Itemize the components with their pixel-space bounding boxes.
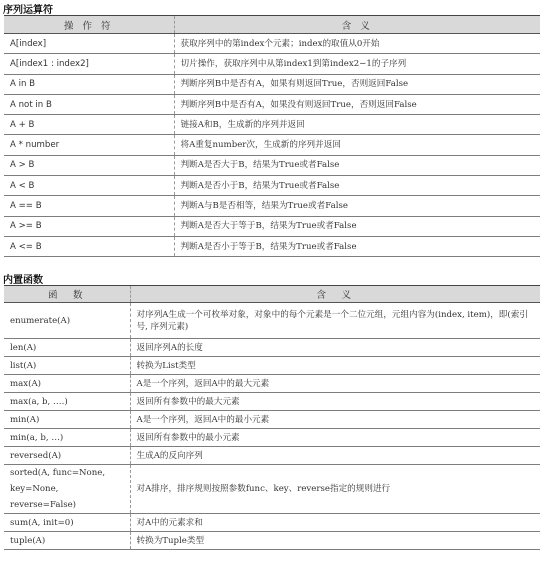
table-row: [4, 429, 540, 447]
cell-meaning: 判断序列B中是否有A，如果有则返回True，否则返回False: [174, 74, 540, 94]
column-header-meaning: 含 义: [130, 286, 540, 303]
table-row: [4, 532, 540, 550]
cell-meaning: A是一个序列，返回A中的最大元素: [130, 375, 540, 393]
table-row: [4, 375, 540, 393]
column-header-operator: 操 作 符: [4, 16, 174, 34]
cell-name: A > B: [4, 155, 174, 175]
cell-name: max(A): [4, 375, 130, 393]
table-row: [4, 115, 540, 135]
cell-meaning: 返回序列A的长度: [130, 339, 540, 357]
cell-name: A <= B: [4, 236, 174, 256]
cell-name: max(a, b, ….): [4, 393, 130, 411]
table-row: [4, 465, 540, 514]
cell-name: sorted(A, func=None, key=None, reverse=False): [4, 465, 130, 514]
cell-name: A + B: [4, 115, 174, 135]
table-row: [4, 54, 540, 74]
cell-meaning: 返回所有参数中的最小元素: [130, 429, 540, 447]
table-row: [4, 393, 540, 411]
table-row: [4, 303, 540, 339]
cell-meaning: 链接A和B，生成新的序列并返回: [174, 115, 540, 135]
cell-meaning: 对序列A生成一个可枚举对象，对象中的每个元素是一个二位元组，元组内容为(index, item)，即(索引号, 序列元素): [130, 303, 540, 339]
cell-meaning: 返回所有参数中的最大元素: [130, 393, 540, 411]
table-row: [4, 155, 540, 175]
cell-meaning: A是一个序列，返回A中的最小元素: [130, 411, 540, 429]
table-row: [4, 357, 540, 375]
cell-name: A * number: [4, 135, 174, 155]
cell-meaning: 判断A是否大于B，结果为True或者False: [174, 155, 540, 175]
cell-name: A[index1 : index2]: [4, 54, 174, 74]
cell-name: A[index]: [4, 34, 174, 54]
table-header-row: [4, 286, 540, 303]
cell-meaning: 转换为List类型: [130, 357, 540, 375]
cell-name: sum(A, init=0): [4, 514, 130, 532]
cell-name: min(a, b, …): [4, 429, 130, 447]
table-row: [4, 514, 540, 532]
table-row: [4, 236, 540, 256]
cell-meaning: 生成A的反向序列: [130, 447, 540, 465]
column-header-meaning: 含 义: [174, 16, 540, 34]
cell-meaning: 转换为Tuple类型: [130, 532, 540, 550]
table-header-row: [4, 16, 540, 34]
cell-name: A not in B: [4, 94, 174, 114]
table-row: [4, 34, 540, 54]
table-row: [4, 447, 540, 465]
table-row: [4, 216, 540, 236]
cell-name: A == B: [4, 196, 174, 216]
column-header-function: 函 数: [4, 286, 130, 303]
cell-name: list(A): [4, 357, 130, 375]
cell-name: min(A): [4, 411, 130, 429]
cell-meaning: 将A重复number次，生成新的序列并返回: [174, 135, 540, 155]
cell-meaning: 判断A是否大于等于B，结果为True或者False: [174, 216, 540, 236]
cell-name: A in B: [4, 74, 174, 94]
cell-name: len(A): [4, 339, 130, 357]
builtin-functions-table: [4, 285, 540, 550]
sequence-operators-table: [4, 15, 540, 257]
table-row: [4, 339, 540, 357]
cell-meaning: 获取序列中的第index个元素；index的取值从0开始: [174, 34, 540, 54]
cell-meaning: 判断序列B中是否有A，如果没有则返回True，否则返回False: [174, 94, 540, 114]
cell-name: tuple(A): [4, 532, 130, 550]
functions-section-title: 内置函数: [3, 275, 43, 286]
cell-meaning: 对A排序，排序规则按照参数func、key、reverse指定的规则进行: [130, 465, 540, 514]
cell-meaning: 切片操作，获取序列中从第index1到第index2−1的子序列: [174, 54, 540, 74]
cell-meaning: 对A中的元素求和: [130, 514, 540, 532]
table-row: [4, 176, 540, 196]
cell-name: A < B: [4, 176, 174, 196]
cell-meaning: 判断A是否小于等于B，结果为True或者False: [174, 236, 540, 256]
table-row: [4, 196, 540, 216]
operators-section-title: 序列运算符: [3, 5, 53, 16]
table-row: [4, 94, 540, 114]
cell-name: reversed(A): [4, 447, 130, 465]
table-row: [4, 135, 540, 155]
cell-meaning: 判断A与B是否相等，结果为True或者False: [174, 196, 540, 216]
cell-name: A >= B: [4, 216, 174, 236]
table-row: [4, 74, 540, 94]
cell-meaning: 判断A是否小于B，结果为True或者False: [174, 176, 540, 196]
table-row: [4, 411, 540, 429]
cell-name: enumerate(A): [4, 303, 130, 339]
